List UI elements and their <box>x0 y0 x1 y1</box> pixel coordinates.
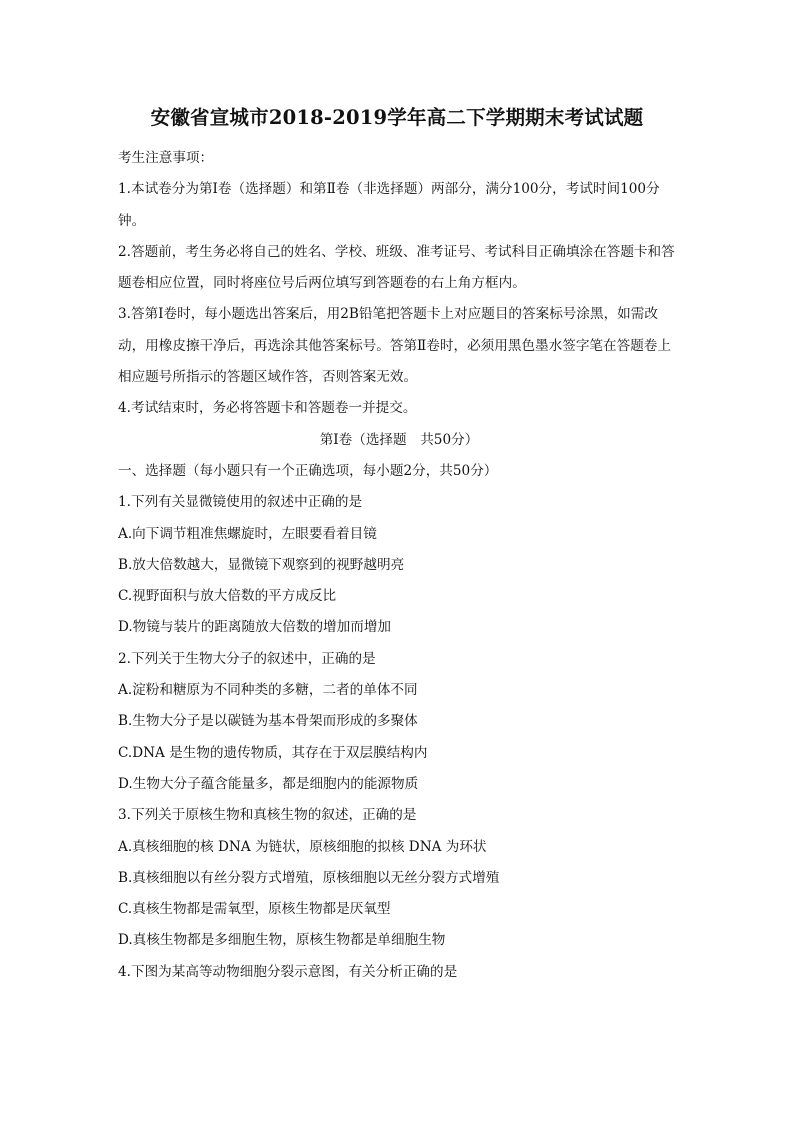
question-2-option-c: C.DNA 是生物的遗传物质，其存在于双层膜结构内 <box>118 744 428 761</box>
section-title: 第Ⅰ卷（选择题 共50分） <box>319 431 479 448</box>
question-1-option-c: C.视野面积与放大倍数的平方成反比 <box>118 588 337 605</box>
question-1-option-d: D.物镜与装片的距离随放大倍数的增加而增加 <box>118 619 392 636</box>
notice-item-2: 2.答题前，考生务必将自己的姓名、学校、班级、准考证号、考试科目正确填涂在答题卡和答题卷相应位置，同时将座位号后两位填写到答题卷的右上角方框内。 <box>118 243 675 292</box>
question-4-stem: 4.下图为某高等动物细胞分裂示意图，有关分析正确的是 <box>118 963 458 980</box>
question-2-option-b: B.生物大分子是以碳链为基本骨架而形成的多聚体 <box>118 713 418 730</box>
question-2-option-a: A.淀粉和糖原为不同种类的多糖，二者的单体不同 <box>118 682 418 699</box>
notice-item-1: 1.本试卷分为第Ⅰ卷（选择题）和第Ⅱ卷（非选择题）两部分，满分100分，考试时间100分钟。 <box>118 181 660 229</box>
exam-title: 安徽省宣城市2018-2019学年高二下学期期末考试试题 <box>150 106 644 129</box>
question-2-option-d: D.生物大分子蕴含能量多，都是细胞内的能源物质 <box>118 775 419 792</box>
section-instructions: 一、选择题（每小题只有一个正确选项，每小题2分，共50分） <box>118 462 498 479</box>
exam-body <box>118 143 680 988</box>
question-3-option-a: A.真核细胞的核 DNA 为链状，原核细胞的拟核 DNA 为环状 <box>118 838 487 855</box>
question-2-stem: 2.下列关于生物大分子的叙述中，正确的是 <box>118 650 376 667</box>
question-1-option-b: B.放大倍数越大，显微镜下观察到的视野越明亮 <box>118 556 405 573</box>
question-3-stem: 3.下列关于原核生物和真核生物的叙述，正确的是 <box>118 807 417 824</box>
question-1-option-a: A.向下调节粗准焦螺旋时，左眼要看着目镜 <box>118 525 377 542</box>
question-3-option-b: B.真核细胞以有丝分裂方式增殖，原核细胞以无丝分裂方式增殖 <box>118 869 500 886</box>
question-3-option-d: D.真核生物都是多细胞生物，原核生物都是单细胞生物 <box>118 932 446 949</box>
question-1-stem: 1.下列有关显微镜使用的叙述中正确的是 <box>118 494 363 511</box>
notice-item-3: 3.答第Ⅰ卷时，每小题选出答案后，用2B铅笔把答题卡上对应题目的答案标号涂黑，如需改动，用橡皮擦干净后，再选涂其他答案标号。答第Ⅱ卷时，必须用黑色墨水签字笔在答题卷上相应题号所指示的答题区域作答，否则答案无效。 <box>118 306 671 386</box>
notice-item-4: 4.考试结束时，务必将答题卡和答题卷一并提交。 <box>118 400 417 417</box>
question-3-option-c: C.真核生物都是需氧型，原核生物都是厌氧型 <box>118 901 391 918</box>
notice-heading: 考生注意事项： <box>118 150 214 166</box>
